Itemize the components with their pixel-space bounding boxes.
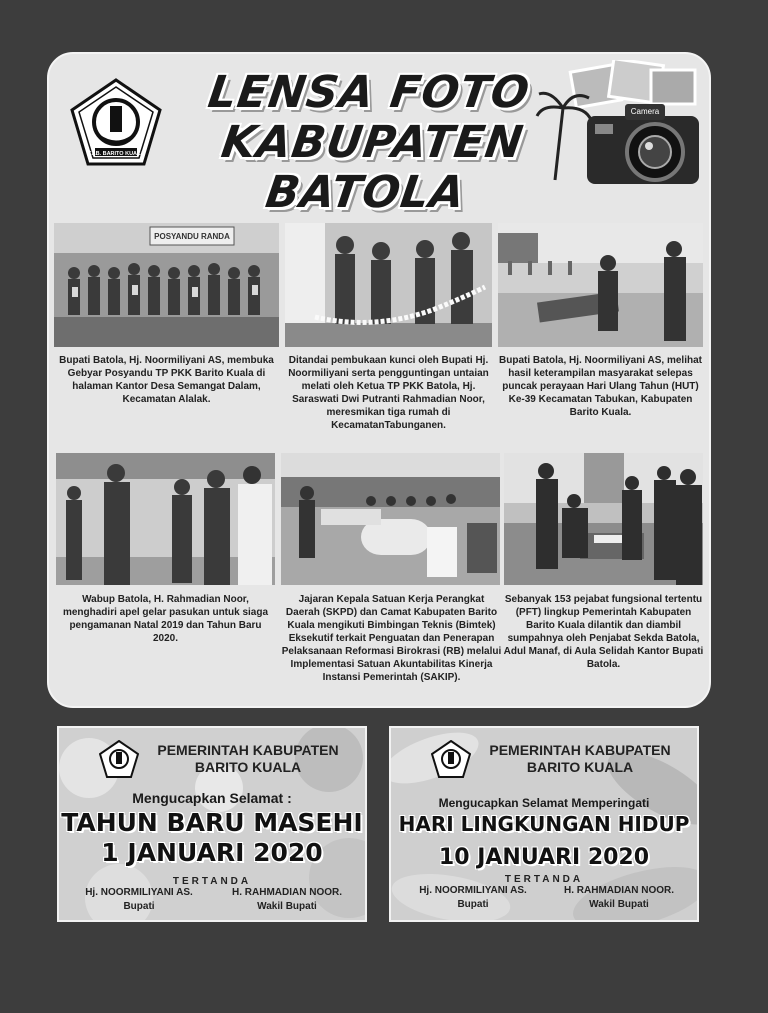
photo-exhibition-visit: [498, 223, 703, 347]
sig-name: H. RAHMADIAN NOOR.: [564, 885, 674, 896]
banner-headline: HARI LINGKUNGAN HIDUP: [398, 812, 690, 836]
banner-headline: TAHUN BARU MASEHI: [61, 808, 363, 837]
banner-emblem-icon: [99, 740, 139, 778]
camera-label: Camera: [630, 107, 660, 116]
sig-name: H. RAHMADIAN NOOR.: [232, 887, 342, 898]
logo-label: KAB. BARITO KUALA: [87, 151, 145, 157]
sig-name: Hj. NOORMILIYANI AS.: [419, 885, 527, 896]
caption-bimtek: Jajaran Kepala Satuan Kerja Perangkat Daerah (SKPD) dan Camat Kabupaten Barito Kuala mengikuti Bimbingan Teknis (Bimtek) Eksekutif terkait Penguatan dan Penerapan Pelaksanaan Reformasi Birokrasi (RB) melalui Implementasi Satuan Akuntabilitas Kinerja Instansi Pemerintah (SAKIP).: [281, 594, 502, 683]
banner-org-name: [143, 742, 353, 776]
caption-pft-inauguration: Sebanyak 153 pejabat fungsional tertentu (PFT) lingkup Pemerintah Kabupaten Barito Kuala dilantik dan diambil sumpahnya oleh Penjabat Sekda Batola, Adul Manaf, di Aula Selidah Kantor Bupati Batola.: [503, 594, 704, 670]
sig-title: Wakil Bupati: [589, 899, 649, 910]
org-line-2: BARITO KUALA: [194, 759, 302, 775]
regency-logo: [69, 78, 163, 168]
new-year-greeting-banner: [57, 726, 367, 922]
title-line-2: KABUPATEN BATOLA: [218, 117, 527, 218]
banner-date: 1 JANUARI 2020: [101, 838, 323, 867]
banner-tertanda: TERTANDA: [504, 874, 584, 885]
sig-title: Bupati: [457, 899, 489, 910]
banner-greeting: Mengucapkan Selamat Memperingati: [438, 796, 650, 810]
caption-ribbon-cutting: Ditandai pembukaan kunci oleh Bupati Hj. Noormiliyani serta pengguntingan untaian melati oleh Ketua TP PKK Batola, Hj. Saraswati Dwi Putranti Rahmadian Noor, meresmikan tiga rumah di KecamatanTabunganen.: [288, 355, 489, 431]
photo-bimtek-hall: [281, 453, 500, 585]
banner-greeting: Mengucapkan Selamat :: [132, 790, 292, 806]
org-line-1: PEMERINTAH KABUPATEN: [489, 742, 671, 758]
sig-name: Hj. NOORMILIYANI AS.: [85, 887, 193, 898]
org-line-2: BARITO KUALA: [526, 759, 634, 775]
sig-title: Bupati: [123, 901, 155, 912]
caption-posyandu: Bupati Batola, Hj. Noormiliyani AS, membuka Gebyar Posyandu TP PKK Barito Kuala di halaman Kantor Desa Semangat Dalam, Kecamatan Alalak.: [59, 355, 274, 405]
environment-day-banner: [389, 726, 699, 922]
camera-illustration: [533, 60, 703, 190]
banner-emblem-icon: [431, 740, 471, 778]
sig-title: Wakil Bupati: [257, 901, 317, 912]
photo-troop-parade: [56, 453, 275, 585]
banner-tertanda: TERTANDA: [172, 876, 252, 887]
title-line-1: LENSA FOTO: [205, 67, 534, 118]
photo-pft-inauguration: [504, 453, 703, 585]
signature-bupati: [79, 886, 199, 914]
caption-exhibition-visit: Bupati Batola, Hj. Noormiliyani AS, melihat hasil keterampilan masyarakat selepas puncak perayaan Hari Ulang Tahun (HUT) Ke-39 Kecamatan Tabukan, Kabupaten Barito Kuala.: [499, 355, 702, 418]
org-line-1: PEMERINTAH KABUPATEN: [157, 742, 339, 758]
banner-org-name: [475, 742, 685, 776]
signature-wakil-bupati: [557, 884, 681, 912]
banner-date: 10 JANUARI 2020: [438, 845, 650, 870]
signature-bupati: [413, 884, 533, 912]
page-title: [159, 68, 579, 218]
photo-posyandu: [54, 223, 279, 347]
posyandu-sign-text: POSYANDU RANDA: [154, 232, 230, 241]
caption-troop-parade: Wabup Batola, H. Rahmadian Noor, menghadiri apel gelar pasukan untuk siaga pengamanan Natal 2019 dan Tahun Baru 2020.: [62, 594, 269, 644]
signature-wakil-bupati: [225, 886, 349, 914]
photo-ribbon-cutting: [285, 223, 492, 347]
